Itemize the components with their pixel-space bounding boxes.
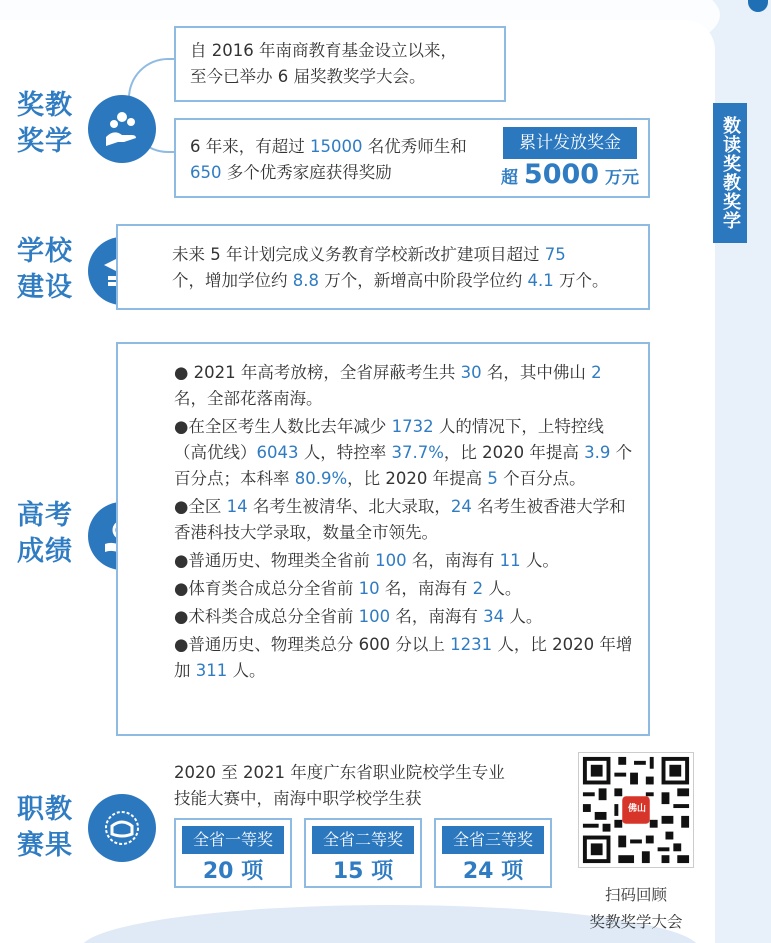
text: 人的情况下，上特控线（高优线） [174,417,604,462]
gaokao-item [174,632,636,684]
number: 6043 [256,443,299,462]
text: 名，南海有 [406,551,500,570]
gaokao-title-line1: 高考 [17,500,73,531]
amount-unit: 万元 [605,168,639,188]
scholarship-title-line1: 奖教 [17,90,73,121]
text: 未来 5 年计划完成义务教育学校新改扩建项目超过 [172,245,545,264]
award-first-prize [174,818,292,888]
text: 个百分点；本科率 [174,443,633,488]
amount-value: 5000 [523,159,600,190]
number: 5 [487,469,498,488]
gaokao-title [14,498,76,570]
gaokao-list [174,360,636,684]
gaokao-item [174,494,636,546]
award-count: 24 项 [462,859,524,884]
number: 1231 [450,635,493,654]
number: 14 [226,497,248,516]
vocational-text-line1: 2020 至 2021 年度广东省职业院校学生专业 [174,763,505,782]
school-building-title-line1: 学校 [17,236,73,267]
school-building-line1 [172,242,634,268]
number: 80.9% [294,469,348,488]
text: 个，增加学位约 [172,271,293,290]
text: 个百分点。 [497,469,586,488]
number: 4.1 [527,271,554,290]
award-count: 15 项 [332,859,394,884]
number: 10 [358,579,380,598]
text: ●术科类合成总分全省前 [174,607,359,626]
award-label: 全省二等奖 [312,826,414,854]
text: 多个优秀家庭获得奖励 [221,163,392,182]
number: 100 [358,607,391,626]
gaokao-item [174,548,636,574]
number: 15000 [310,137,363,156]
qr-caption [560,882,712,936]
number: 30 [460,363,482,382]
qr-caption-line2: 奖教奖学大会 [589,913,683,931]
scholarship-title [14,88,76,160]
gaokao-item [174,360,636,412]
number: 2 [591,363,602,382]
number: 100 [375,551,407,570]
text: ●在全区考生人数比去年减少 [174,417,392,436]
vocational-text-line2: 技能大赛中，南海中职学校学生获 [174,789,422,808]
award-label: 全省一等奖 [182,826,284,854]
total-award-badge: 累计发放奖金 [503,127,637,159]
award-third-prize [434,818,552,888]
text: ● 2021 年高考放榜，全省屏蔽考生共 [174,363,461,382]
number: 75 [544,245,566,264]
vocational-title-line2: 赛果 [17,830,73,861]
award-second-prize [304,818,422,888]
text: ，比 2020 年提高 [443,443,585,462]
scholarship-box-1 [174,26,506,102]
text: 人。 [504,607,543,626]
number: 24 [450,497,472,516]
scholarship-box1-line2: 至今已举办 6 届奖教奖学大会。 [190,67,426,86]
text: 6 年来，有超过 [190,137,310,156]
qr-center-label: 佛山 [627,804,646,814]
text: 名优秀师生和 [362,137,467,156]
qr-caption-line1: 扫码回顾 [604,886,667,904]
text: 人。 [227,661,266,680]
number: 8.8 [292,271,319,290]
text: 万个。 [553,271,609,290]
text: 名考生被香港大学和香港科技大学录取，数量全市领先。 [174,497,626,542]
scholarship-box1-line1: 自 2016 年南商教育基金设立以来， [190,41,457,60]
text: 名考生被清华、北大录取， [247,497,451,516]
number: 1732 [391,417,434,436]
gaokao-box [116,342,650,736]
gaokao-item [174,414,636,492]
scholarship-title-line2: 奖学 [17,126,73,157]
school-building-title-line2: 建设 [17,272,73,303]
coin-hand-icon [88,95,156,163]
number: 11 [499,551,521,570]
text: 名，其中佛山 [481,363,592,382]
award-label: 全省三等奖 [442,826,544,854]
vocational-title [14,792,76,864]
school-building-title [14,234,76,306]
gaokao-title-line2: 成绩 [17,536,73,567]
text: ●普通历史、物理类总分 600 分以上 [174,635,451,654]
award-count: 20 项 [202,859,264,884]
vocational-title-line1: 职教 [17,794,73,825]
text: 名，全部花落南海。 [174,389,323,408]
text: 人。 [520,551,559,570]
school-building-line2 [172,268,634,294]
text: 名，南海有 [390,607,484,626]
text: ●体育类合成总分全省前 [174,579,359,598]
corner-mark [748,0,768,12]
medal-badge-icon [88,794,156,862]
gaokao-item [174,604,636,630]
amount-prefix: 超 [501,168,518,188]
qr-code[interactable] [578,752,694,868]
text: 人，特控率 [298,443,392,462]
text: 名，南海有 [379,579,473,598]
text: 人。 [483,579,522,598]
side-tab-label: 数读奖教奖学 [713,103,747,243]
total-award-amount [496,160,644,193]
text: 万个，新增高中阶段学位约 [319,271,528,290]
text: 人，比 2020 年增加 [174,635,633,680]
gaokao-item [174,576,636,602]
number: 37.7% [391,443,444,462]
text: ，比 2020 年提高 [347,469,488,488]
text: ●普通历史、物理类全省前 [174,551,376,570]
number: 650 [190,163,222,182]
text: ●全区 [174,497,227,516]
school-building-box [116,224,650,310]
number: 34 [483,607,505,626]
number: 311 [195,661,228,680]
number: 3.9 [584,443,611,462]
number: 2 [472,579,484,598]
vocational-text [174,760,574,812]
